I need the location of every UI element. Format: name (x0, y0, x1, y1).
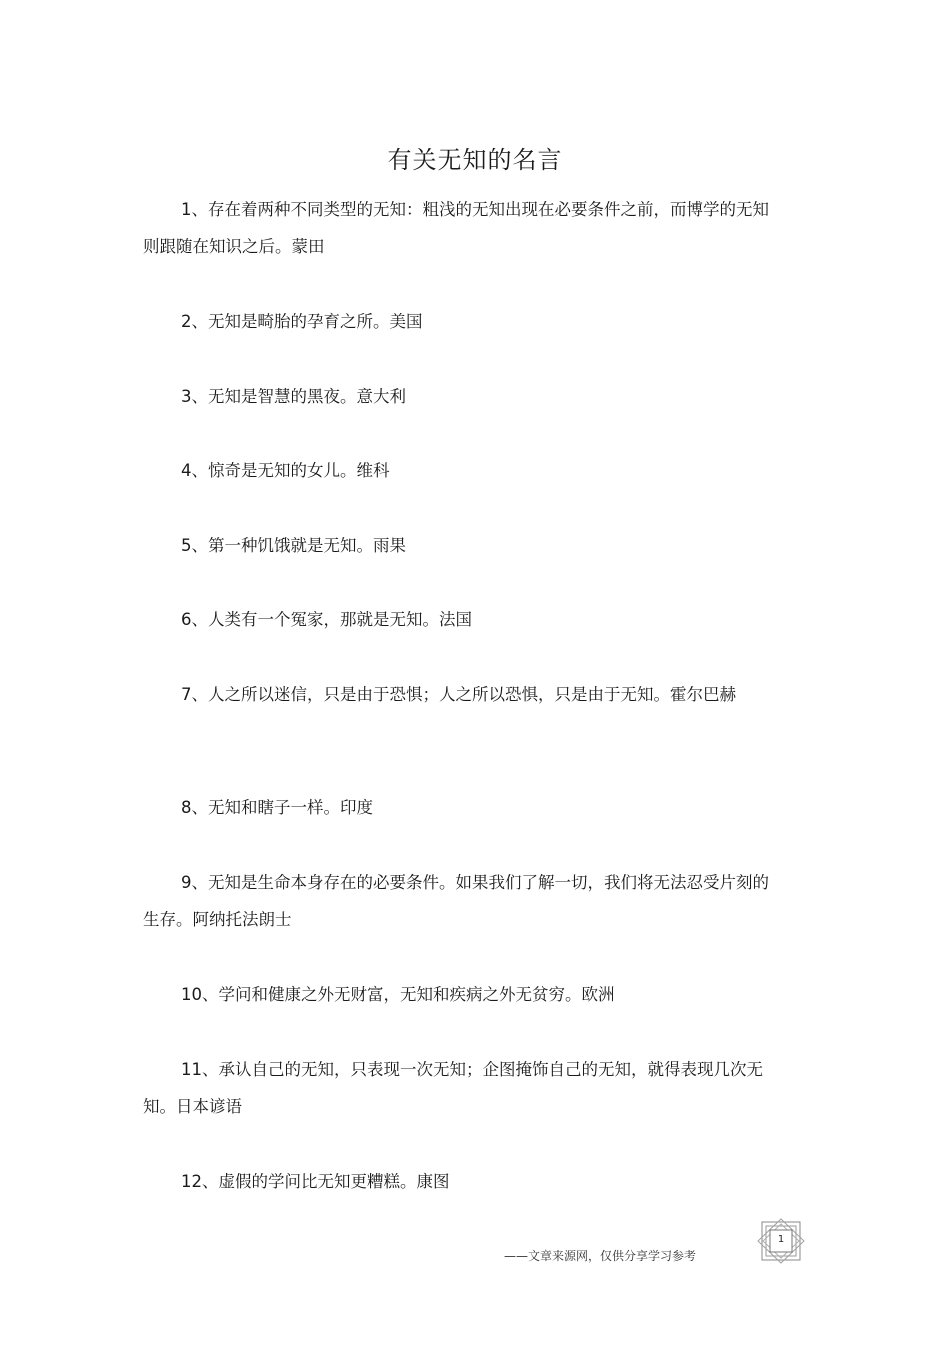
page-number-badge (756, 1218, 806, 1264)
footer-source-note: ——文章来源网，仅供分享学习参考 (504, 1249, 697, 1263)
quote-5: 5、第一种饥饿就是无知。雨果 (181, 536, 406, 555)
quote-12: 12、虚假的学问比无知更糟糕。康图 (181, 1172, 450, 1191)
page-number: 1 (777, 1234, 785, 1245)
quote-11: 11、承认自己的无知，只表现一次无知；企图掩饰自己的无知，就得表现几次无知。日本谚语 (143, 1060, 763, 1116)
quote-1: 1、存在着两种不同类型的无知：粗浅的无知出现在必要条件之前，而博学的无知则跟随在知识之后。蒙田 (143, 200, 769, 256)
quote-7: 7、人之所以迷信，只是由于恐惧；人之所以恐惧，只是由于无知。霍尔巴赫 (181, 685, 736, 704)
quote-3: 3、无知是智慧的黑夜。意大利 (181, 387, 406, 406)
quote-8: 8、无知和瞎子一样。印度 (181, 798, 373, 817)
quote-9: 9、无知是生命本身存在的必要条件。如果我们了解一切，我们将无法忍受片刻的生存。阿纳托法朗士 (143, 873, 769, 929)
quote-2: 2、无知是畸胎的孕育之所。美国 (181, 312, 423, 331)
quote-6: 6、人类有一个冤家，那就是无知。法国 (181, 610, 472, 629)
quote-10: 10、学问和健康之外无财富，无知和疾病之外无贫穷。欧洲 (181, 985, 615, 1004)
page-title: 有关无知的名言 (387, 146, 563, 174)
quote-4: 4、惊奇是无知的女儿。维科 (181, 461, 390, 480)
